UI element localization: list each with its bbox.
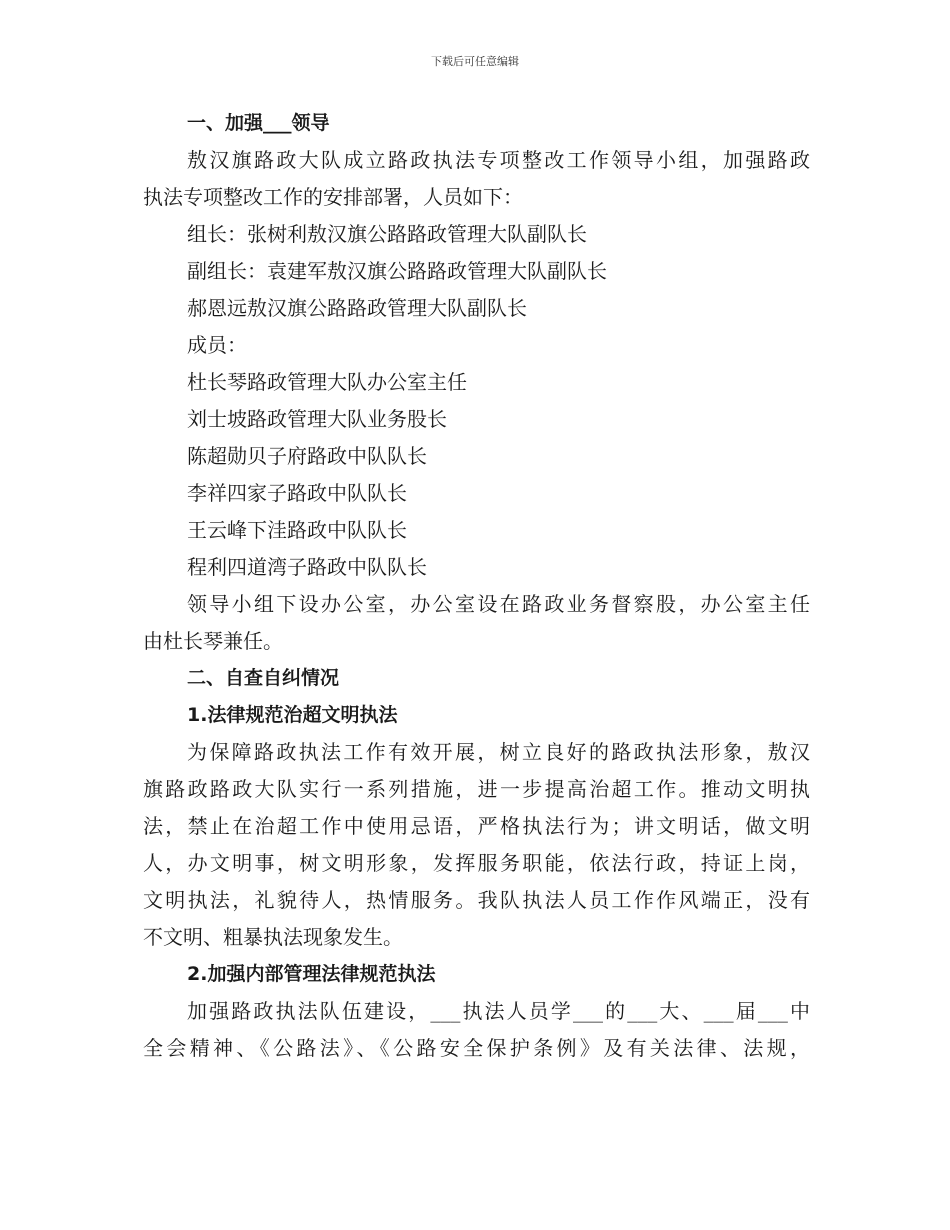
office-line-2: 由杜长琴兼任。	[143, 629, 283, 653]
member-item: 刘士坡路政管理大队业务股长	[187, 407, 447, 431]
subsection-1-title: 1.法律规范治超文明执法	[187, 704, 398, 726]
subsection-2-title: 2.加强内部管理法律规范执法	[187, 963, 436, 985]
office-line-1: 领导小组下设办公室，办公室设在路政业务督察股，办公室主任	[187, 592, 810, 616]
member-item: 杜长琴路政管理大队办公室主任	[187, 370, 467, 394]
subsection-1-line: 为保障路政执法工作有效开展，树立良好的路政执法形象，敖汉	[187, 740, 810, 764]
deputy-leader-2: 郝恩远敖汉旗公路路政管理大队副队长	[187, 296, 527, 320]
section-1-intro-line-2: 执法专项整改工作的安排部署，人员如下：	[143, 185, 523, 209]
section-1-intro-line-1: 敖汉旗路政大队成立路政执法专项整改工作领导小组，加强路政	[187, 148, 810, 172]
subsection-1-line: 法，禁止在治超工作中使用忌语，严格执法行为；讲文明话，做文明	[143, 814, 810, 838]
section-2-title: 二、自查自纠情况	[187, 667, 340, 689]
subsection-2-line: 全会精神、《公路法》、《公路安全保护条例》及有关法律、法规，	[143, 1036, 810, 1060]
member-item: 王云峰下洼路政中队队长	[187, 518, 407, 542]
subsection-1-line: 旗路政路政大队实行一系列措施，进一步提高治超工作。推动文明执	[143, 777, 810, 801]
member-item: 程利四道湾子路政中队队长	[187, 555, 427, 579]
deputy-leader-1: 副组长：袁建军敖汉旗公路路政管理大队副队长	[187, 259, 607, 283]
subsection-2-line: 加强路政执法队伍建设，___执法人员学___的___大、___届___中	[187, 999, 810, 1023]
member-item: 李祥四家子路政中队队长	[187, 481, 407, 505]
page-header-note: 下载后可任意编辑	[431, 55, 519, 68]
subsection-1-line: 文明执法，礼貌待人，热情服务。我队执法人员工作作风端正，没有	[143, 888, 810, 912]
members-label: 成员：	[187, 333, 247, 357]
document-body	[143, 105, 810, 1067]
member-item: 陈超勋贝子府路政中队队长	[187, 444, 427, 468]
subsection-1-line: 人，办文明事，树文明形象，发挥服务职能，依法行政，持证上岗，	[143, 851, 810, 875]
section-1-title: 一、加强___领导	[187, 112, 330, 134]
subsection-1-line: 不文明、粗暴执法现象发生。	[143, 925, 403, 949]
group-leader: 组长：张树利敖汉旗公路路政管理大队副队长	[187, 222, 587, 246]
